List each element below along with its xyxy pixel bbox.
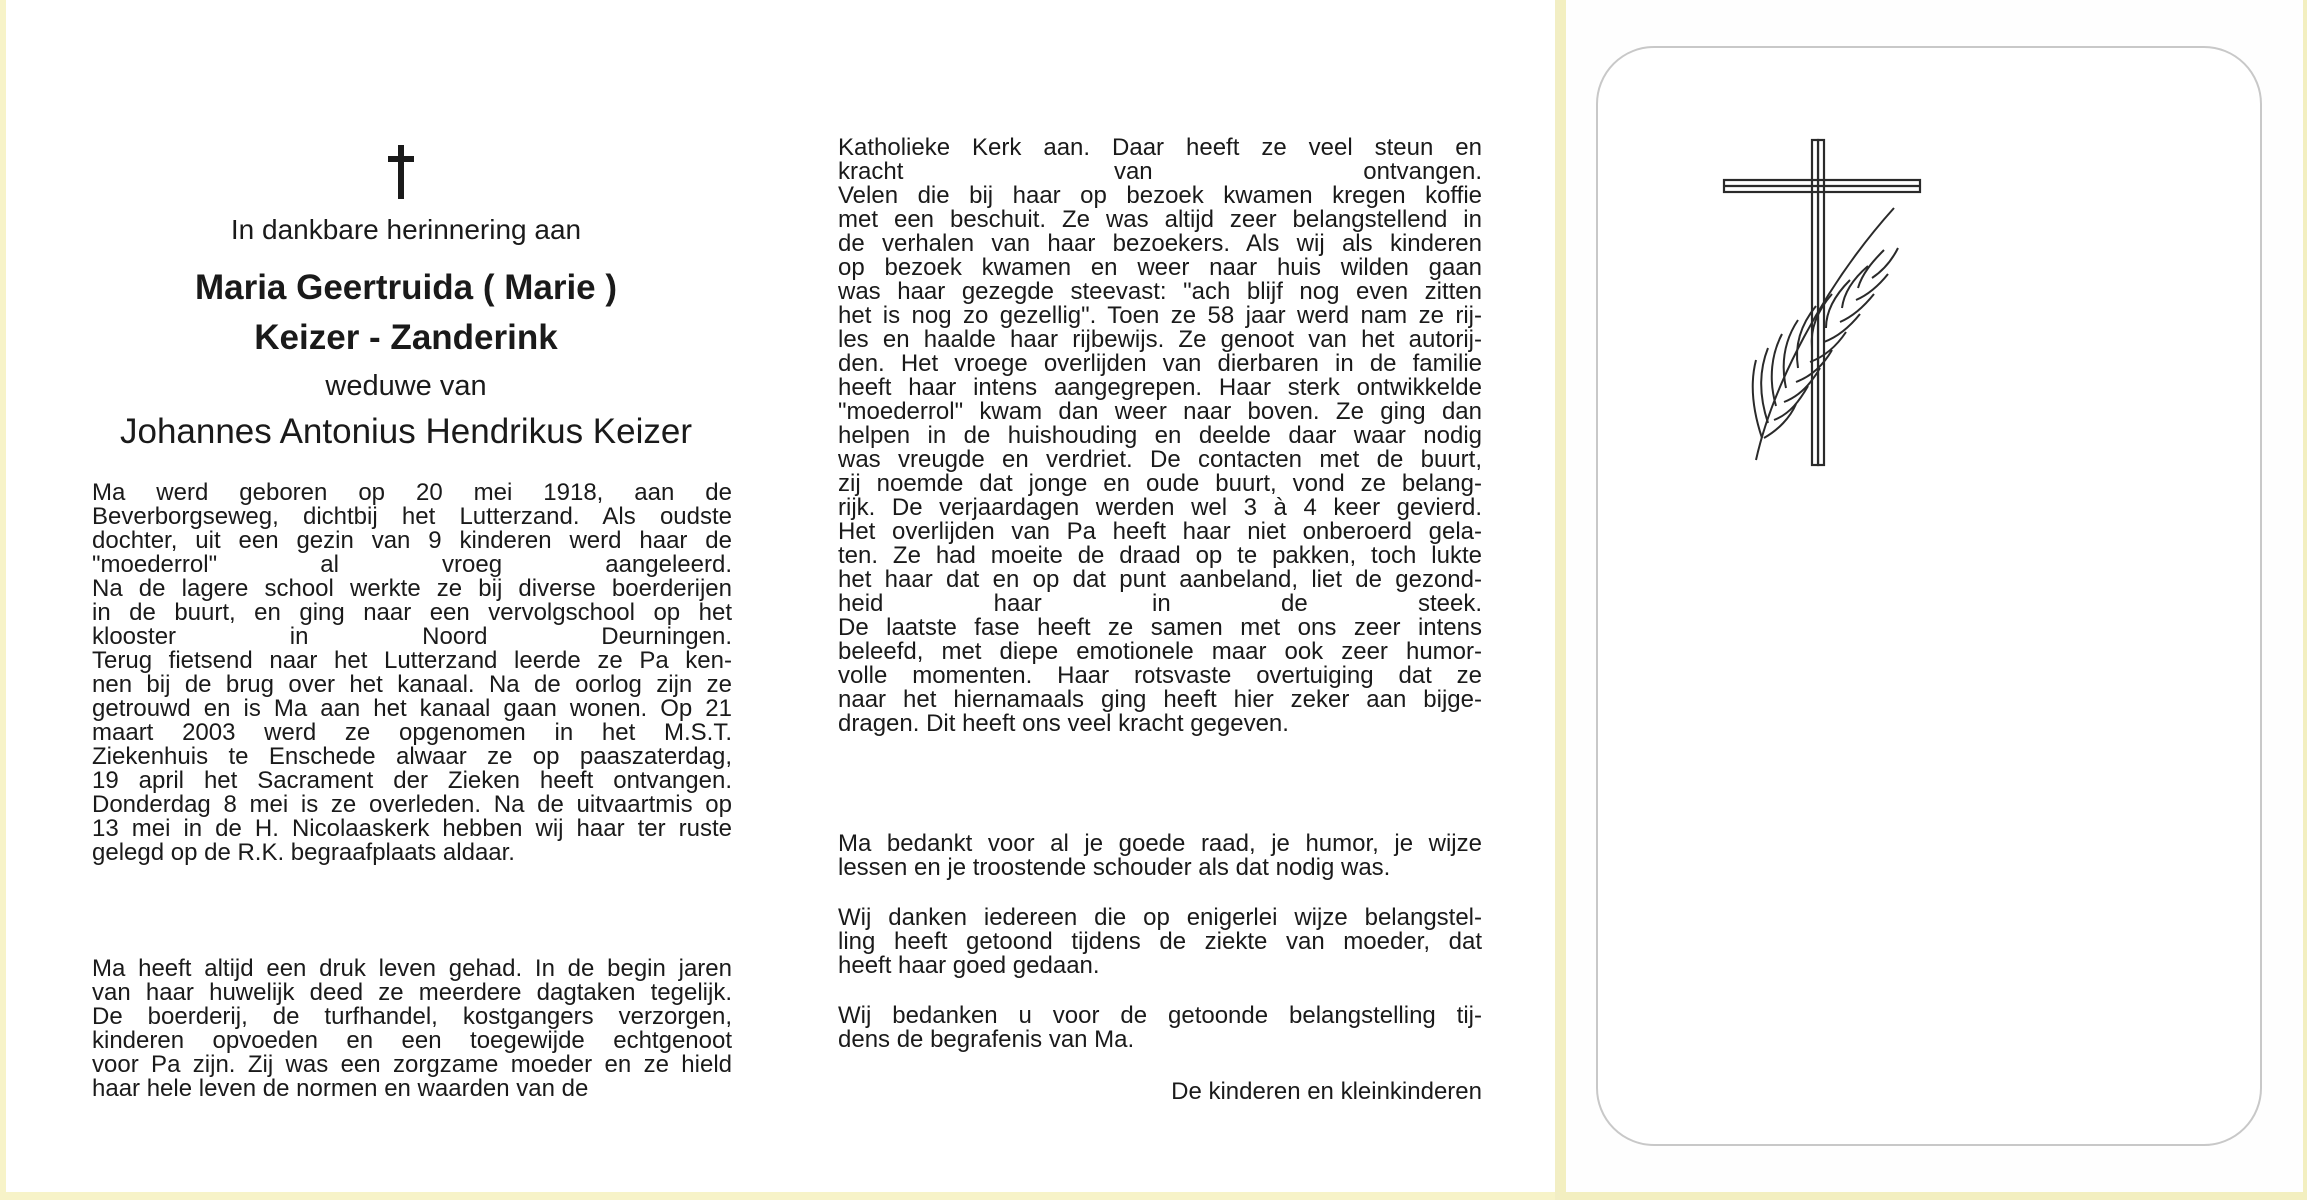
text-line: Beverborgseweg, dichtbij het Lutterzand. Als oudste xyxy=(92,503,732,530)
text-line: lessen en je troostende schouder als dat nodig was. xyxy=(838,854,1391,881)
text-line: heeft haar intens aangegrepen. Haar sterk ontwikkelde xyxy=(838,374,1482,401)
text-line: haar hele leven de normen en waarden van de xyxy=(92,1075,589,1102)
biography-paragraph-2 xyxy=(92,957,732,1101)
biography-paragraph-1 xyxy=(92,481,732,865)
text-line: dochter, uit een gezin van 9 kinderen werd haar de xyxy=(92,527,732,554)
text-line: kinderen opvoeden en een toegewijde echtgenoot xyxy=(92,1027,732,1054)
text-line: op bezoek kwamen en weer naar huis wilden gaan xyxy=(838,254,1482,281)
text-line: van haar huwelijk deed ze meerdere dagtaken tegelijk. xyxy=(92,979,732,1006)
text-line: 19 april het Sacrament der Zieken heeft ontvangen. xyxy=(92,767,732,794)
biography-paragraph-3 xyxy=(838,136,1482,736)
text-line: den. Het vroege overlijden van dierbaren in de familie xyxy=(838,350,1482,377)
husband-name: Johannes Antonius Hendrikus Keizer xyxy=(119,412,692,451)
thanks-paragraph-sympathy xyxy=(838,906,1482,978)
text-line: rijk. De verjaardagen werden wel 3 à 4 keer gevierd. xyxy=(838,494,1482,521)
latin-cross-icon xyxy=(388,145,414,199)
text-line: het haar dat en op dat punt aanbeland, liet de gezond- xyxy=(838,566,1482,593)
cross-with-palm-branch-icon xyxy=(1712,138,1932,468)
text-line: gelegd op de R.K. begraafplaats aldaar. xyxy=(92,839,515,866)
text-line: Donderdag 8 mei is ze overleden. Na de uitvaartmis op xyxy=(92,791,732,818)
thanks-paragraph-funeral xyxy=(838,1004,1482,1052)
text-line: Ma werd geboren op 20 mei 1918, aan de xyxy=(92,479,732,506)
text-line: voor Pa zijn. Zij was een zorgzame moeder en ze hield xyxy=(92,1051,732,1078)
text-line: De boerderij, de turfhandel, kostgangers verzorgen, xyxy=(92,1003,732,1030)
widow-of-label: weduwe van xyxy=(325,370,487,402)
text-line: Het overlijden van Pa heeft haar niet onberoerd gela- xyxy=(838,518,1482,545)
text-line: in de buurt, en ging naar een vervolgschool op het xyxy=(92,599,732,626)
text-line: dragen. Dit heeft ons veel kracht gegeven. xyxy=(838,710,1289,737)
text-line: Wij danken iedereen die op enigerlei wijze belangstel- xyxy=(838,904,1482,931)
dedication-intro: In dankbare herinnering aan xyxy=(230,214,582,245)
text-line: Ma heeft altijd een druk leven gehad. In de begin jaren xyxy=(92,955,732,982)
text-line: naar het hiernamaals ging heeft hier zeker aan bijge- xyxy=(838,686,1482,713)
text-line: ten. Ze had moeite de draad op te pakken, toch lukte xyxy=(838,542,1482,569)
text-line: klooster in Noord Deurningen. xyxy=(92,623,732,650)
deceased-surname: Keizer - Zanderink xyxy=(254,318,558,357)
text-line: ling heeft getoond tijdens de ziekte van moeder, dat xyxy=(838,928,1482,955)
text-line: was vreugde en verdriet. De contacten met de buurt, xyxy=(838,446,1482,473)
text-line: "moederrol" al vroeg aangeleerd. xyxy=(92,551,732,578)
text-line: kracht van ontvangen. xyxy=(838,158,1482,185)
text-line: was haar gezegde steevast: "ach blijf nog even zitten xyxy=(838,278,1482,305)
text-line: met een beschuit. Ze was altijd zeer belangstellend in xyxy=(838,206,1482,233)
text-line: beleefd, met diepe emotionele maar ook zeer humor- xyxy=(838,638,1482,665)
text-line: Ma bedankt voor al je goede raad, je humor, je wijze xyxy=(838,830,1482,857)
text-line: de verhalen van haar bezoekers. Als wij als kinderen xyxy=(838,230,1482,257)
text-line: heid haar in de steek. xyxy=(838,590,1482,617)
text-line: nen bij de brug over het kanaal. Na de oorlog zijn ze xyxy=(92,671,732,698)
text-line: De laatste fase heeft ze samen met ons zeer intens xyxy=(838,614,1482,641)
text-line: getrouwd en is Ma aan het kanaal gaan wonen. Op 21 xyxy=(92,695,732,722)
text-line: zij noemde dat jonge en oude buurt, vond ze belang- xyxy=(838,470,1482,497)
text-line: Katholieke Kerk aan. Daar heeft ze veel steun en xyxy=(838,134,1482,161)
text-line: Velen die bij haar op bezoek kwamen kregen koffie xyxy=(838,182,1482,209)
text-line: 13 mei in de H. Nicolaaskerk hebben wij haar ter ruste xyxy=(92,815,732,842)
text-line: heeft haar goed gedaan. xyxy=(838,952,1100,979)
text-line: het is nog zo gezellig". Toen ze 58 jaar werd nam ze rij- xyxy=(838,302,1482,329)
text-line: volle momenten. Haar rotsvaste overtuiging dat ze xyxy=(838,662,1482,689)
text-line: "moederrol" kwam dan weer naar boven. Ze ging dan xyxy=(838,398,1482,425)
signature: De kinderen en kleinkinderen xyxy=(1171,1078,1482,1105)
text-line: Wij bedanken u voor de getoonde belangstelling tij- xyxy=(838,1002,1482,1029)
left-page xyxy=(0,0,800,1200)
text-line: helpen in de huishouding en deelde daar waar nodig xyxy=(838,422,1482,449)
text-line: Ziekenhuis te Enschede alwaar ze op paaszaterdag, xyxy=(92,743,732,770)
deceased-name: Maria Geertruida ( Marie ) xyxy=(194,268,618,307)
text-line: dens de begrafenis van Ma. xyxy=(838,1026,1135,1053)
text-line: Na de lagere school werkte ze bij diverse boerderijen xyxy=(92,575,732,602)
text-line: les en haalde haar rijbewijs. Ze genoot van het autorij- xyxy=(838,326,1482,353)
text-line: Terug fietsend naar het Lutterzand leerde ze Pa ken- xyxy=(92,647,732,674)
text-line: maart 2003 werd ze opgenomen in het M.S.T. xyxy=(92,719,732,746)
thanks-paragraph-mother xyxy=(838,832,1482,880)
